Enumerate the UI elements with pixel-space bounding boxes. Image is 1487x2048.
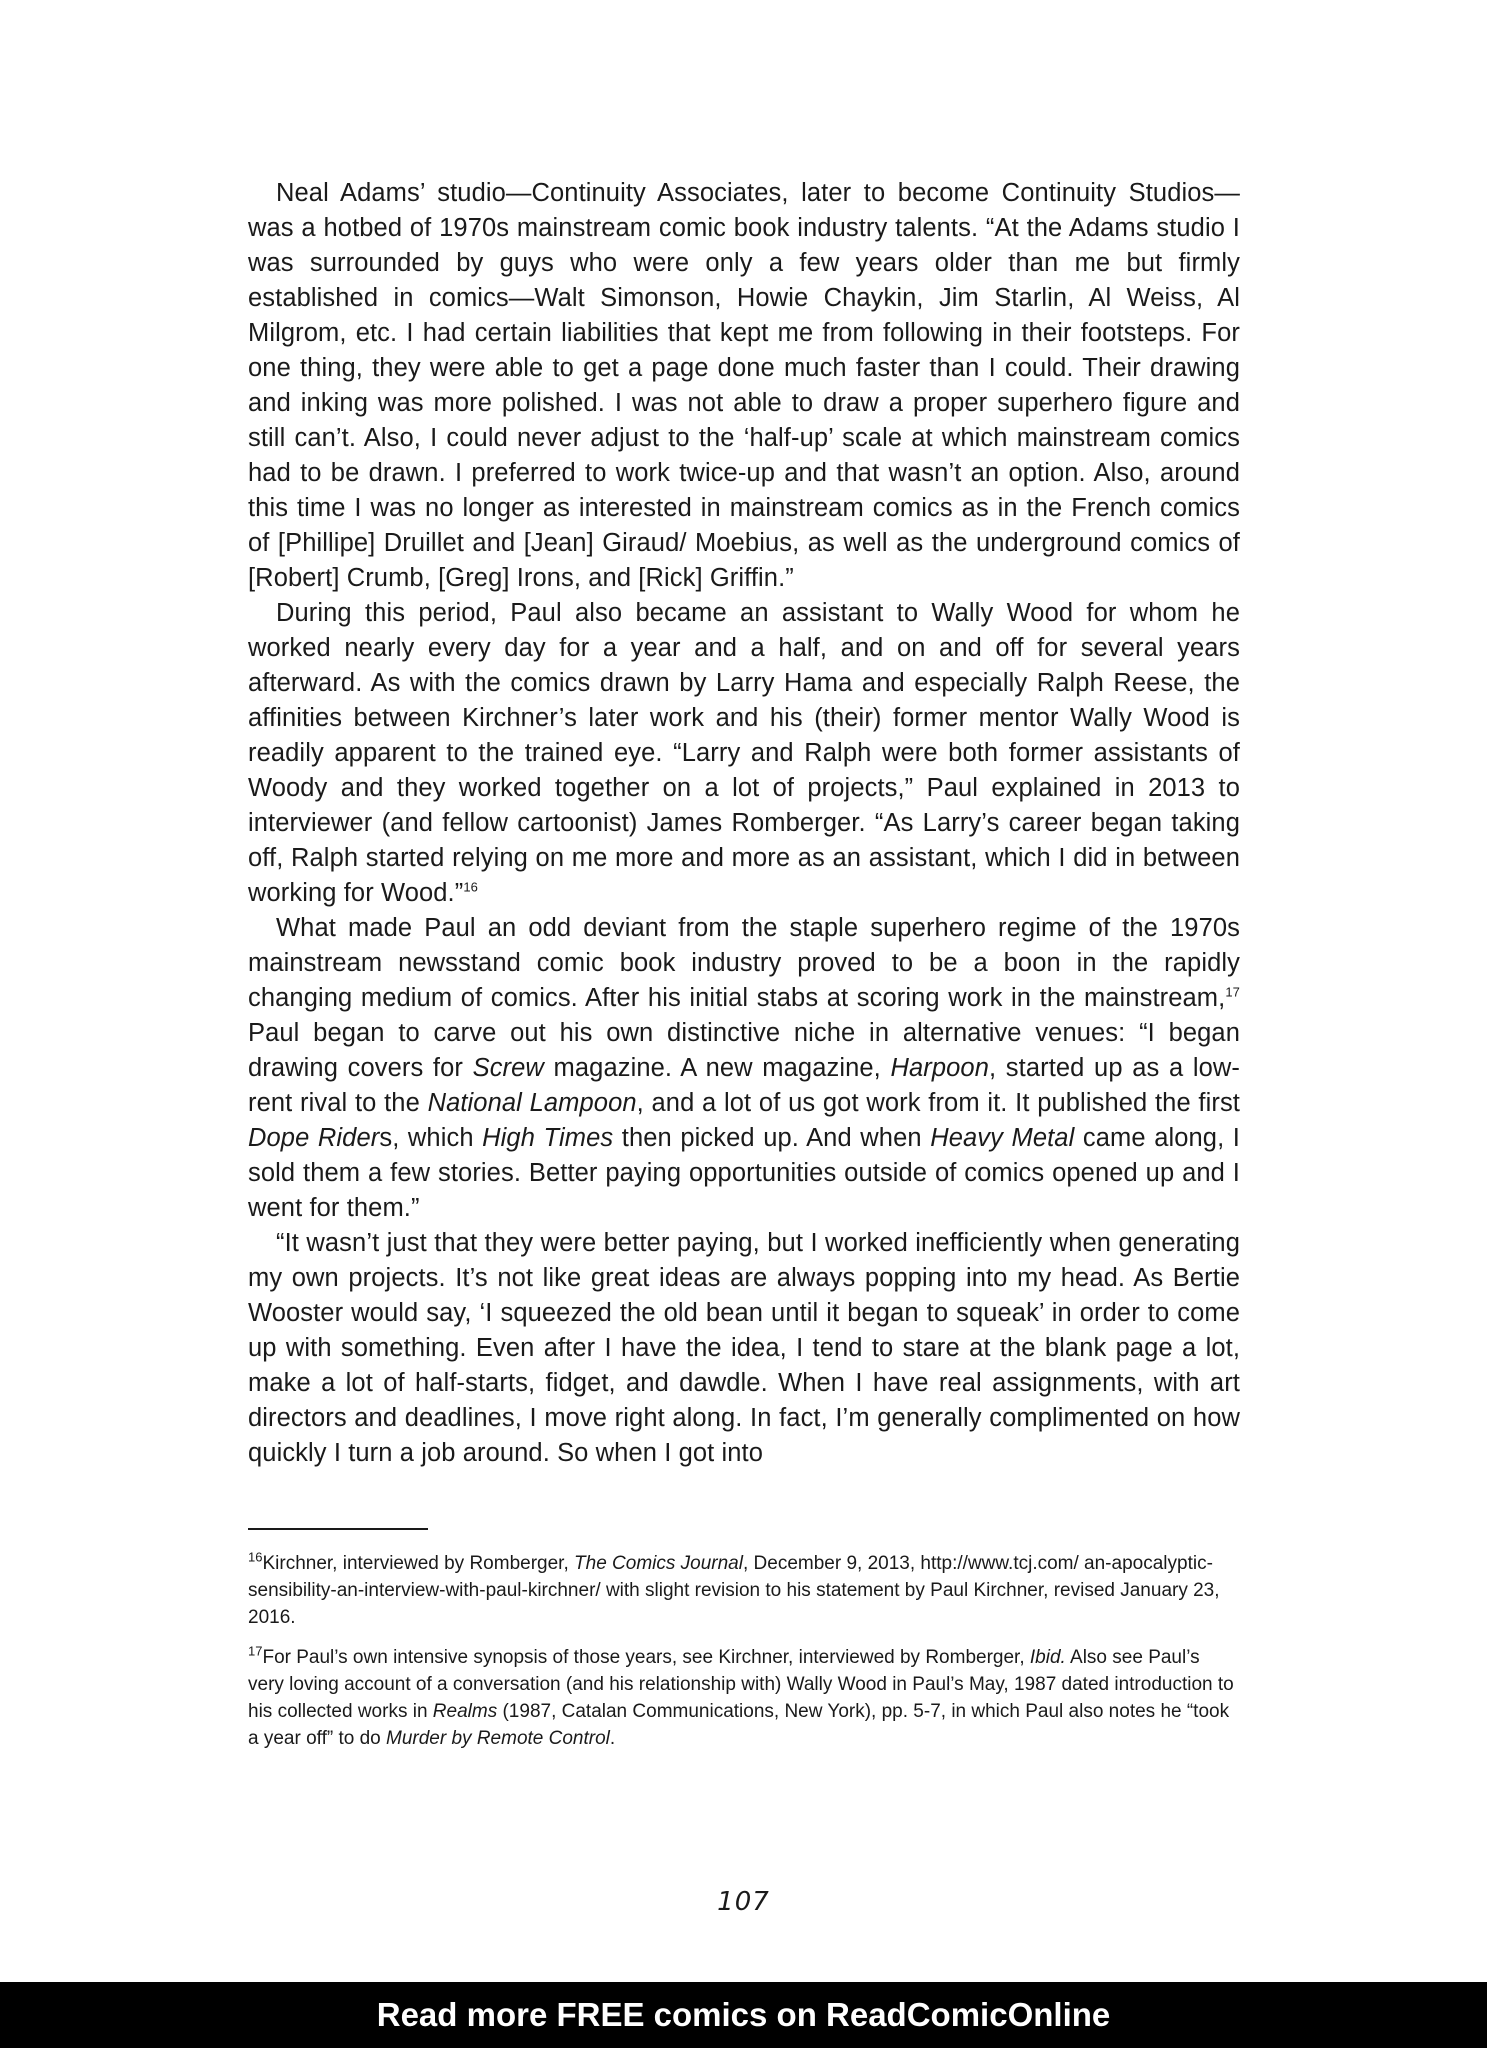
page-number: 107 <box>717 1887 770 1917</box>
footnote-marker: 17 <box>248 1643 263 1659</box>
text-segment: What made Paul an odd deviant from the staple superhero regime of the 1970s mainstream newsstand comic book industry proved to be a boon in the rapidly changing medium of comics. After his initial stabs at scoring work in the mainstream, <box>248 914 1240 1012</box>
text-segment: During this period, Paul also became an assistant to Wally Wood for whom he worked nearly every day for a year and a half, and on and off for several years afterward. As with the comics drawn by Larry Hama and especially Ralph Reese, the affinities between Kirchner’s later work and his (their) former mentor Wally Wood is readily apparent to the trained eye. “Larry and Ralph were both former assistants of Woody and they worked together on a lot of projects,” Paul explained in 2013 to interviewer (and fellow cartoonist) James Romberger. “As Larry’s career began taking off, Ralph started relying on me more and more as an assistant, which I did in between working for Wood.” <box>248 599 1240 907</box>
italic-title: Heavy Metal <box>930 1124 1075 1152</box>
text-segment: s, which <box>379 1124 483 1152</box>
body-text <box>248 176 1240 1471</box>
footnotes <box>248 1550 1240 1765</box>
footnote-marker: 16 <box>463 879 478 895</box>
text-segment: Also see Paul’s very loving account of a conversation (and his relationship with) Wally Wood in Paul’s May, 1987 dated introduction to his collected works in <box>248 1647 1234 1722</box>
text-segment: . <box>609 1728 616 1749</box>
text-segment: “It wasn’t just that they were better paying, but I worked inefficiently when generating my own projects. It’s not like great ideas are always popping into my head. As Bertie Wooster would say, ‘I squeezed the old bean until it began to squeak’ in order to come up with something. Even after I have the idea, I tend to stare at the blank page a lot, make a lot of half-starts, fidget, and dawdle. When I have real assignments, with art directors and deadlines, I move right along. In fact, I’m generally complimented on how quickly I turn a job around. So when I got into <box>248 1229 1240 1467</box>
text-segment: (1987, Catalan Communications, New York), pp. 5-7, in which Paul also notes he “took a year off” to do <box>248 1701 1230 1749</box>
footnote-marker: 16 <box>248 1549 263 1565</box>
italic-title: Murder by Remote Control <box>386 1728 610 1749</box>
text-segment: , and a lot of us got work from it. It published the first <box>636 1089 1240 1117</box>
text-segment: , December 9, 2013, http://www.tcj.com/ an-apocalyptic-sensibility-an-interview-with-paul-kirchner/ with slight revision to his statement by Paul Kirchner, revised January 23, 2016. <box>248 1553 1220 1628</box>
italic-title: Dope Rider <box>248 1124 380 1152</box>
text-segment: magazine. A new magazine, <box>543 1054 891 1082</box>
paragraph <box>248 176 1240 596</box>
footnote-17 <box>248 1644 1240 1752</box>
footnote-divider <box>248 1528 428 1530</box>
text-segment: , started up as a low-rent rival to the <box>248 1054 1240 1117</box>
text-segment: Paul began to carve out his own distinctive niche in alternative venues: “I began drawing covers for <box>248 1019 1240 1082</box>
text-segment: For Paul’s own intensive synopsis of those years, see Kirchner, interviewed by Romberger, <box>262 1647 1030 1668</box>
italic-title: High Times <box>482 1124 614 1152</box>
text-segment: came along, I sold them a few stories. Better paying opportunities outside of comics opened up and I went for them.” <box>248 1124 1240 1222</box>
paragraph <box>248 596 1240 911</box>
italic-title: Ibid. <box>1029 1647 1066 1668</box>
italic-title: Screw <box>472 1054 544 1082</box>
footnote-marker: 17 <box>1225 984 1240 1000</box>
text-segment: Neal Adams’ studio—Continuity Associates, later to become Continuity Studios—was a hotbed of 1970s mainstream comic book industry talents. “At the Adams studio I was surrounded by guys who were only a few years older than me but firmly established in comics—Walt Simonson, Howie Chaykin, Jim Starlin, Al Weiss, Al Milgrom, etc. I had certain liabilities that kept me from following in their footsteps. For one thing, they were able to get a page done much faster than I could. Their drawing and inking was more polished. I was not able to draw a proper superhero figure and still can’t. Also, I could never adjust to the ‘half-up’ scale at which mainstream comics had to be drawn. I preferred to work twice-up and that wasn’t an option. Also, around this time I was no longer as interested in mainstream comics as in the French comics of [Phillipe] Druillet and [Jean] Giraud/ Moebius, as well as the underground comics of [Robert] Crumb, [Greg] Irons, and [Rick] Griffin.” <box>248 179 1240 592</box>
italic-title: Realms <box>432 1701 498 1722</box>
read-more-banner-link[interactable]: Read more FREE comics on ReadComicOnline <box>0 1982 1487 2048</box>
italic-title: Harpoon <box>890 1054 989 1082</box>
paragraph <box>248 1226 1240 1471</box>
italic-title: National Lampoon <box>427 1089 637 1117</box>
paragraph <box>248 911 1240 1226</box>
footnote-16 <box>248 1550 1240 1631</box>
text-segment: then picked up. And when <box>613 1124 931 1152</box>
italic-title: The Comics Journal <box>574 1553 743 1574</box>
text-segment: Kirchner, interviewed by Romberger, <box>262 1553 575 1574</box>
